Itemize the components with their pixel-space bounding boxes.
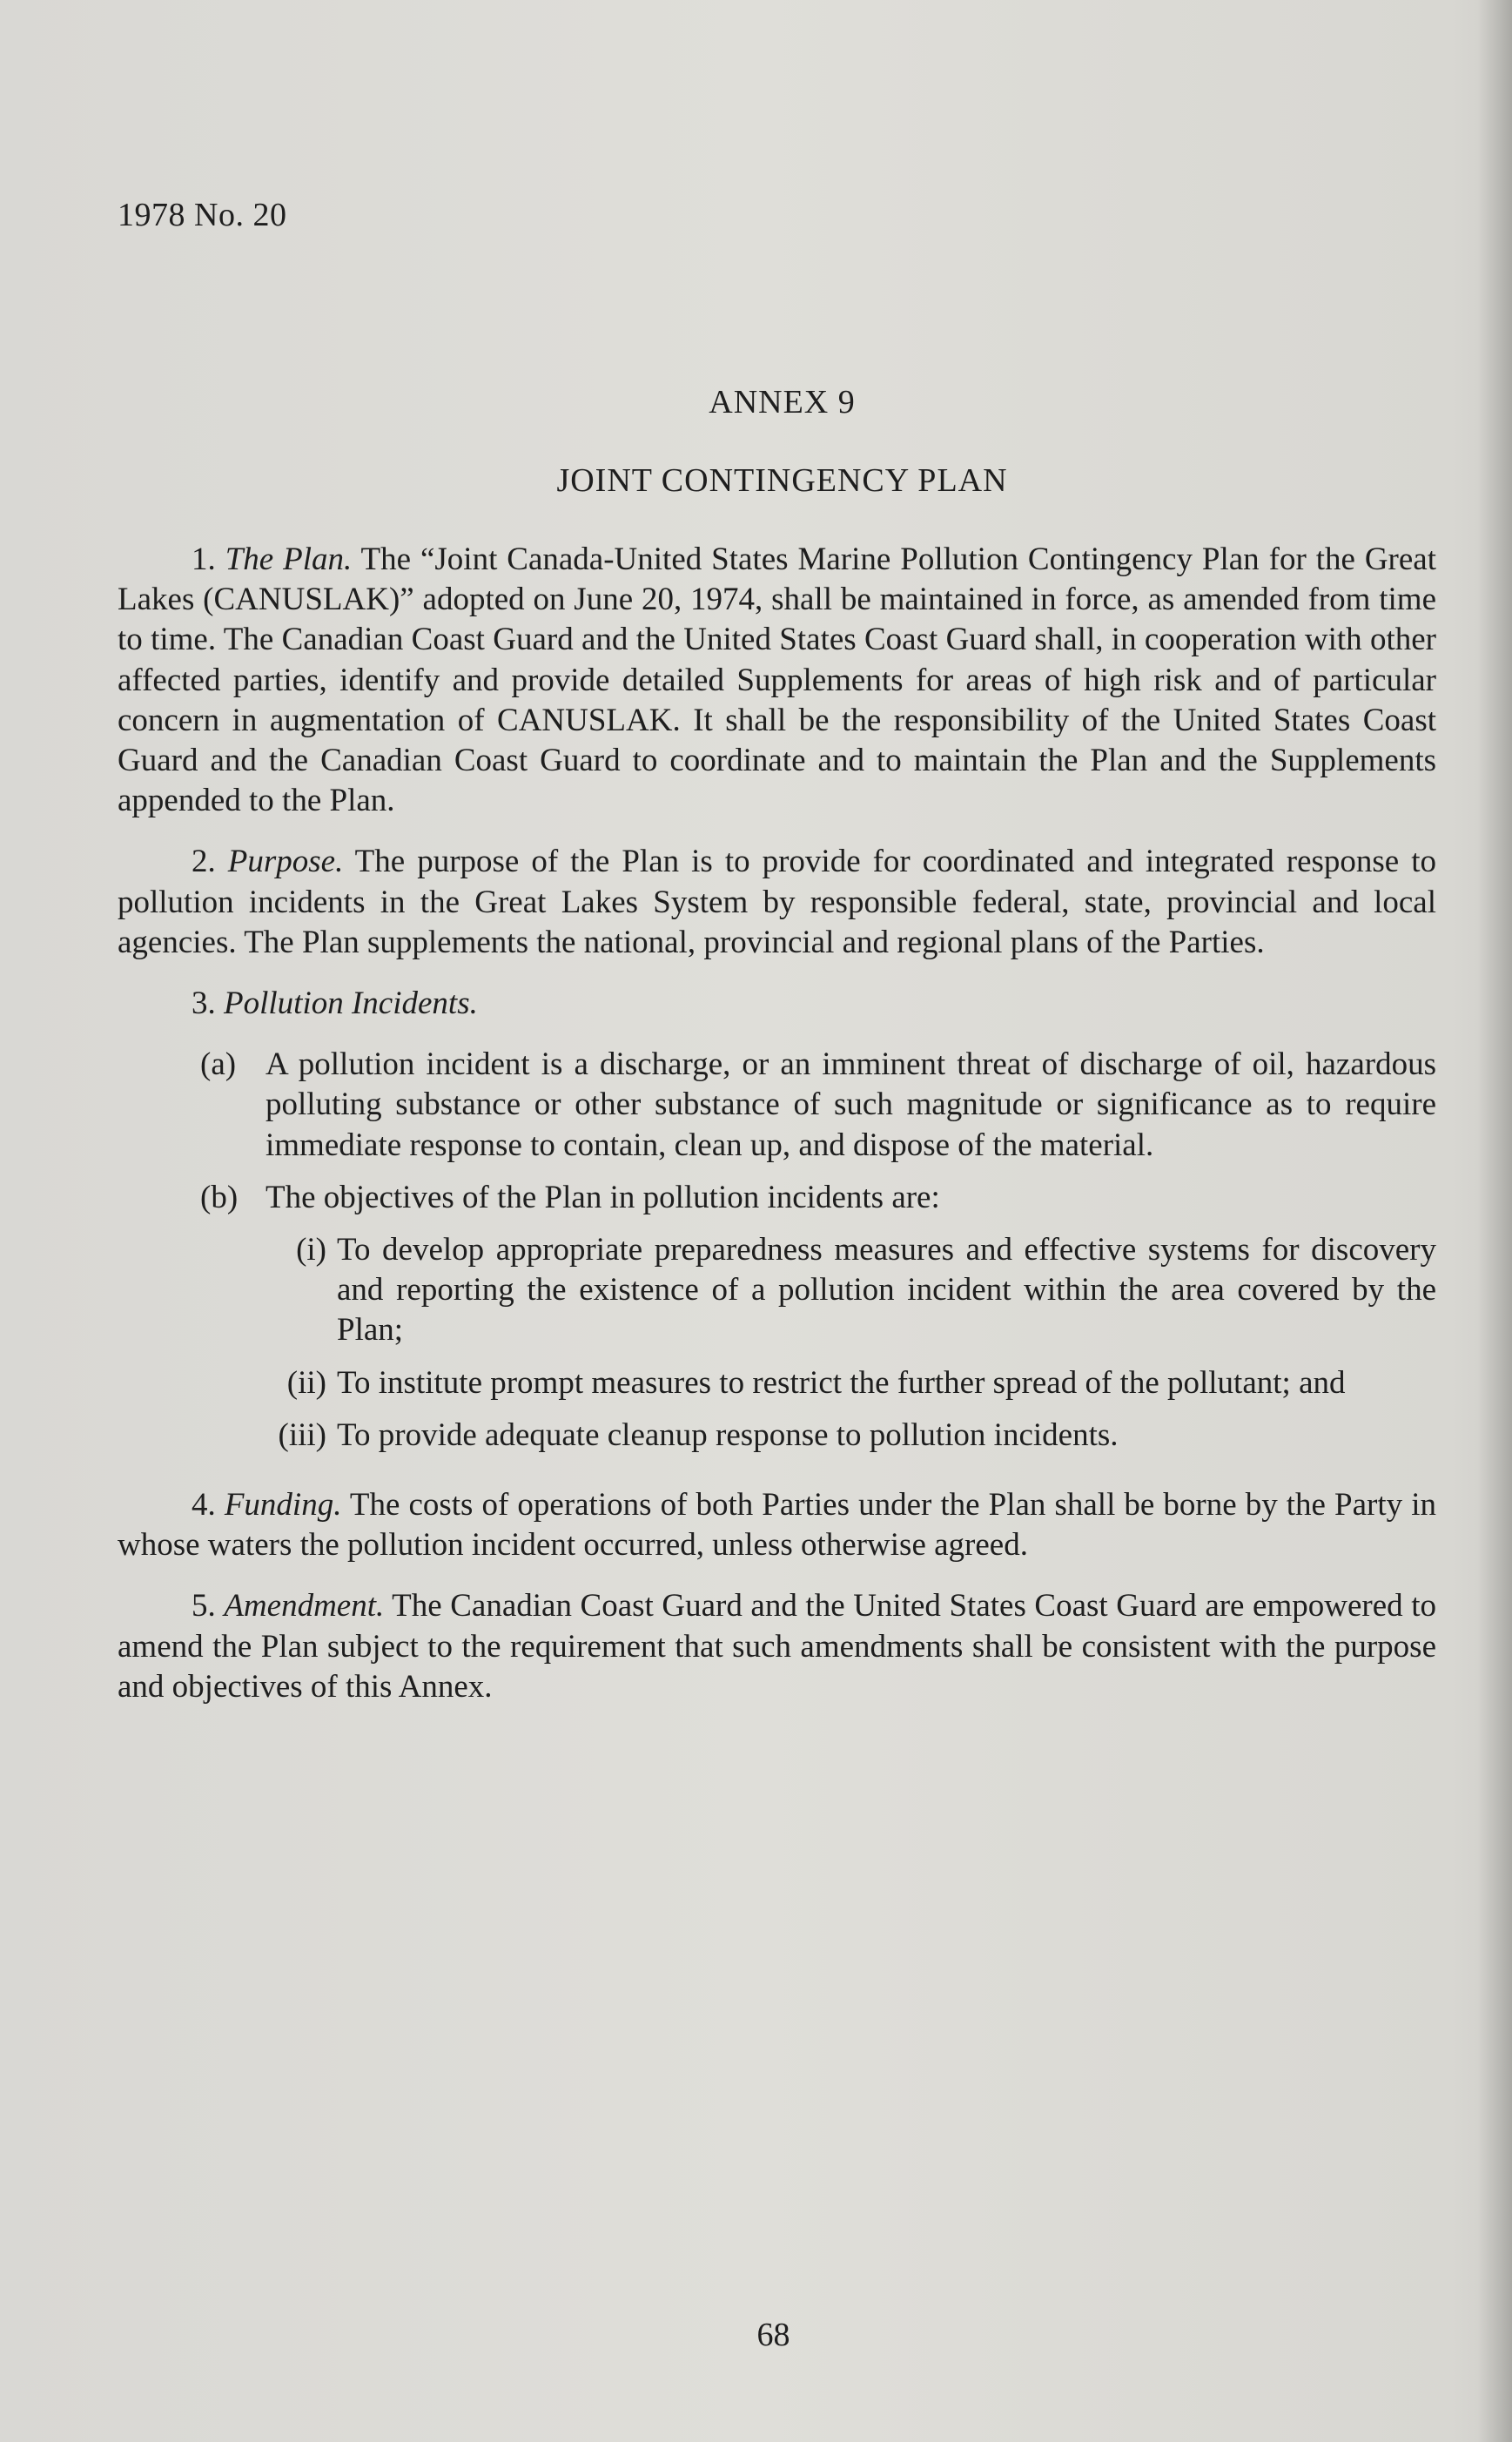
clause-a (118, 1045, 1436, 1166)
subclause-text: To provide adequate cleanup response to pollution incidents. (337, 1416, 1119, 1453)
subclause-label: (iii) (278, 1416, 326, 1453)
section-1 (118, 540, 1436, 821)
section-text: The costs of operations of both Parties under the Plan shall be borne by the Party in whose waters the pollution incident occurred, unless otherwise agreed. (118, 1487, 1436, 1564)
section-number: 4. (192, 1487, 216, 1524)
subclause-text: To develop appropriate preparedness measures and effective systems for discovery and reporting the existence of a pollution incident within the area covered by the Plan; (337, 1232, 1436, 1349)
subclause-iii (118, 1416, 1436, 1456)
section-4 (118, 1485, 1436, 1565)
section-text: The Canadian Coast Guard and the United States Coast Guard are empowered to amend the Plan subject to the requirement that such amendments shall be consistent with the purpose and objectives of this Annex. (118, 1588, 1436, 1705)
page-number: 68 (756, 2317, 790, 2353)
body-text (118, 540, 1436, 1728)
clause-text: A pollution incident is a discharge, or an imminent threat of discharge of oil, hazardous polluting substance or other substance of such magnitude or significance as to require immediate response to contain, clean up, and dispose of the material. (265, 1046, 1436, 1163)
section-2 (118, 842, 1436, 963)
subclause-text: To institute prompt measures to restrict the further spread of the pollutant; and (337, 1364, 1346, 1401)
section-number: 3. (192, 986, 216, 1022)
section-number: 1. (192, 542, 216, 577)
clause-label: (a) (200, 1046, 237, 1083)
subclause-ii (118, 1363, 1436, 1403)
section-number: 5. (192, 1588, 216, 1625)
clause-b (118, 1178, 1436, 1218)
subclause-label: (i) (296, 1232, 326, 1268)
annex-title: ANNEX 9 (709, 384, 856, 420)
clause-label: (b) (200, 1179, 239, 1215)
section-text: The “Joint Canada-United States Marine Pollution Contingency Plan for the Great Lakes (CANUSLAK)” adopted on June 20, 1974, shall be maintained in force, as amended from time to time. The Canadian Coast Guard and the United States Coast Guard shall, in cooperation with other affected parties, identify and provide detailed Supplements for areas of high risk and of particular concern in augmentation of CANUSLAK. It shall be the responsibility of the United States Coast Guard and the Canadian Coast Guard to coordinate and to maintain the Plan and the Supplements appended to the Plan. (118, 542, 1436, 819)
section-heading: The Plan. (225, 542, 353, 577)
clause-text: The objectives of the Plan in pollution incidents are: (265, 1179, 940, 1215)
section-heading: Pollution Incidents. (224, 986, 478, 1022)
annex-subtitle: JOINT CONTINGENCY PLAN (556, 462, 1008, 499)
section-heading: Purpose. (227, 844, 344, 880)
section-heading: Amendment. (224, 1588, 385, 1625)
section-heading: Funding. (224, 1487, 342, 1524)
binding-shadow (1477, 0, 1512, 2442)
subclause-label: (ii) (286, 1364, 326, 1401)
running-head: 1978 No. 20 (118, 197, 287, 233)
section-3 (118, 984, 1436, 1024)
section-number: 2. (192, 844, 216, 880)
section-text: The purpose of the Plan is to provide for coordinated and integrated response to pollution incidents in the Great Lakes System by responsible federal, state, provincial and local agencies. The Plan supplements the national, provincial and regional plans of the Parties. (118, 844, 1436, 960)
section-5 (118, 1586, 1436, 1707)
subclause-i (118, 1230, 1436, 1351)
